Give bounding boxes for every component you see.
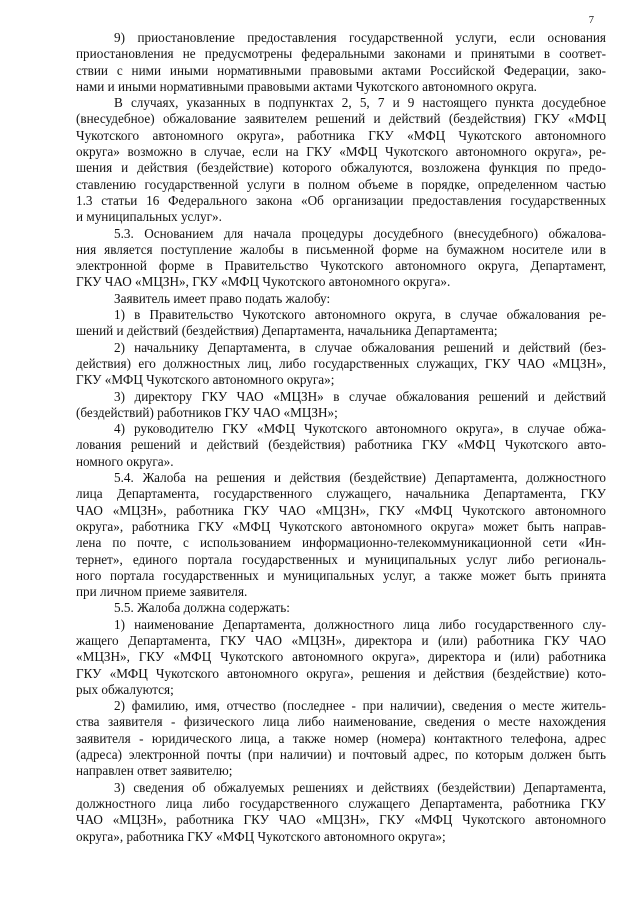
document-body [76,30,606,845]
text-line: должностного лица либо государственного служащего Департамента, работника ГКУ [76,795,606,811]
text-line: тернет», единого портала государственных и муниципальных услуг либо региональ- [76,551,606,567]
text-line: ния является поступление жалобы в письменной форме на бумажном носителе или в [76,241,606,257]
text-line: жащего Департамента, ГКУ ЧАО «МЦЗН», директора и (или) работника ГКУ ЧАО [76,632,606,648]
text-line: электронной форме в Правительство Чукотского автономного округа, Департамент, [76,258,606,274]
text-line: Чукотского автономного округа», работника ГКУ «МФЦ Чукотского автономного [76,127,606,143]
text-line: 1) в Правительство Чукотского автономного округа, в случае обжалования ре- [114,307,606,323]
text-line: В случаях, указанных в подпунктах 2, 5, 7 и 9 настоящего пункта досудебное [114,95,606,111]
text-line: рых обжалуются; [76,681,174,697]
text-line: ЧАО «МЦЗН», работника ГКУ ЧАО «МЦЗН», ГКУ «МФЦ Чукотского автономного [76,812,606,828]
text-line: ного портала государственных и муниципальных услуг, а также может быть принята [76,567,606,583]
text-line: шений и действий (бездействия) Департамента, начальника Департамента; [76,323,498,339]
text-line: 4) руководителю ГКУ «МФЦ Чукотского автономного округа», в случае обжа- [114,421,606,437]
text-line: 1.3 статьи 16 Федерального закона «Об организации предоставления государственных [76,192,606,208]
text-line: ства заявителя - физического лица либо наименование, сведения о месте нахождения [76,714,606,730]
text-line: Заявитель имеет право подать жалобу: [114,290,331,306]
text-line: 2) фамилию, имя, отчество (последнее - при наличии), сведения о месте житель- [114,698,606,714]
text-line: (бездействий) работников ГКУ ЧАО «МЦЗН»; [76,404,338,420]
text-line: 5.3. Основанием для начала процедуры досудебного (внесудебного) обжалова- [114,225,606,241]
text-line: округа», работника ГКУ «МФЦ Чукотского автономного округа» может быть направ- [76,518,606,534]
text-line: ГКУ ЧАО «МЦЗН», ГКУ «МФЦ Чукотского автономного округа». [76,274,451,290]
text-line: при личном приеме заявителя. [76,584,248,600]
text-line: действия) его должностных лиц, либо государственных служащих, ГКУ ЧАО «МЦЗН», [76,355,606,371]
text-line: лена по почте, с использованием информационно-телекоммуникационной сети «Ин- [76,535,606,551]
text-line: и муниципальных услуг». [76,209,222,225]
text-line: ствии с ними иными нормативными правовыми актами Российской Федерации, зако- [76,62,606,78]
page-number: 7 [588,15,594,26]
text-line: (внесудебное) обжалование заявителем решений и действий (бездействия) ГКУ «МФЦ [76,111,606,127]
text-line: 1) наименование Департамента, должностного лица либо государственного слу- [114,616,606,632]
text-line: 5.5. Жалоба должна содержать: [114,600,290,616]
text-line: «МЦЗН», ГКУ «МФЦ Чукотского автономного округа», директора и (или) работника [76,649,606,665]
text-line: (адреса) электронной почты (при наличии) и почтовый адрес, по которым должен быть [76,747,606,763]
text-line: направлен ответ заявителю; [76,763,233,779]
text-line: заявителя - юридического лица, а также номер (номера) контактного телефона, адрес [76,730,606,746]
text-line: приостановления не предусмотрены федеральными законами и принятыми в соответ- [76,46,606,62]
text-line: 2) начальнику Департамента, в случае обжалования решений и действий (без- [114,339,606,355]
text-line: округа» возможно в случае, если на ГКУ «МФЦ Чукотского автономного округа», ре- [76,144,606,160]
text-line: 3) сведения об обжалуемых решениях и действиях (бездействии) Департамента, [114,779,606,795]
text-line: 9) приостановление предоставления государственной услуги, если основания [114,30,606,45]
text-line: 3) директору ГКУ ЧАО «МЦЗН» в случае обжалования решений и действий [114,388,606,404]
text-line: нами и иными нормативными правовыми актами Чукотского автономного округа. [76,78,537,94]
text-line: лования решений и действий (бездействия) работника ГКУ «МФЦ Чукотского авто- [76,437,606,453]
text-line: шения и действия (бездействие) которого обжалуются, возложена функция по предо- [76,160,606,176]
text-line: ГКУ «МФЦ Чукотского автономного округа», решения и действия (бездействие) кото- [76,665,606,681]
text-line: ГКУ «МФЦ Чукотского автономного округа»; [76,372,335,388]
text-line: округа», работника ГКУ «МФЦ Чукотского автономного округа»; [76,828,446,844]
text-line: 5.4. Жалоба на решения и действия (бездействие) Департамента, должностного [114,470,606,486]
text-line: номного округа». [76,453,174,469]
text-line: ставлению государственной услуги в полном объеме в порядке, определенном частью [76,176,606,192]
text-line: лица Департамента, государственного служащего, начальника Департамента, ГКУ [76,486,606,502]
text-line: ЧАО «МЦЗН», работника ГКУ ЧАО «МЦЗН», ГКУ «МФЦ Чукотского автономного [76,502,606,518]
